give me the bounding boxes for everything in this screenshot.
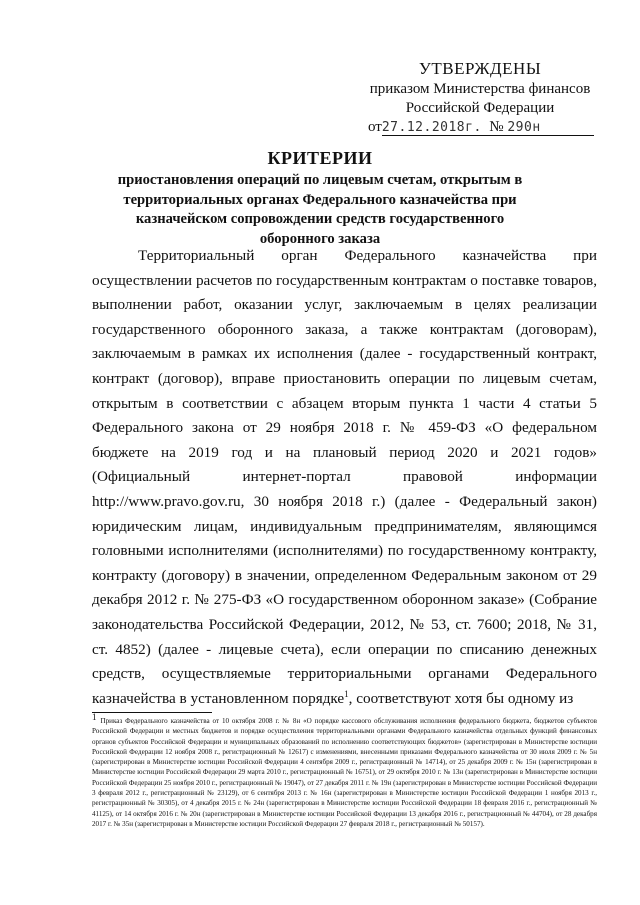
body-text-tail: , соответствуют хотя бы одному из bbox=[348, 689, 574, 707]
footnote-separator bbox=[92, 712, 212, 713]
footnote-text: Приказ Федерального казначейства от 10 октября 2008 г. № 8н «О порядке кассового обслуживания исполнения федерального бюджета, бюджетов субъектов Российской Федерации и местных бюджетов и порядке осуществления территориальными органами Федерального казначейства отдельных функций финансовых органов субъектов Российской Федерации и муниципальных образований по исполнению соответствующих бюджетов» (зарегистрирован в Министерстве юстиции Российской Федерации 12 ноября 2008 г., регистрационный № 12617) с изменениями, внесенными приказами Федерального казначейства от 30 июля 2009 г. № 5н (зарегистрирован в Министерстве юстиции Российской Федерации 4 сентября 2009 г., регистрационный № 14714), от 25 декабря 2009 г. № 15н (зарегистрирован в Министерстве юстиции Российской Федерации 29 марта 2010 г., регистрационный № 16751), от 29 октября 2010 г. № 13н (зарегистрирован в Министерстве юстиции Российской Федерации 25 ноября 2010 г., регистрационный № 19047), от 27 декабря 2011 г. № 19н (зарегистрирован в Министерстве юстиции Российской Федерации 3 февраля 2012 г., регистрационный № 23129), от 6 сентября 2013 г. № 16н (зарегистрирован в Министерстве юстиции Российской Федерации 1 ноября 2013 г., регистрационный № 30305), от 4 декабря 2015 г. № 24н (зарегистрирован в Министерстве юстиции Российской Федерации 18 февраля 2016 г., регистрационный № 41125), от 14 октября 2016 г. № 20н (зарегистрирован в Министерстве юстиции Российской Федерации 13 декабря 2016 г., регистрационный № 44704), от 28 декабря 2017 г. № 35н (зарегистрирован в Министерстве юстиции Российской Федерации 27 февраля 2018 г., регистрационный № 50157). bbox=[92, 717, 597, 828]
number-value: 290н bbox=[507, 120, 541, 135]
footnote-reference[interactable]: 1 bbox=[344, 688, 349, 699]
heading-title: КРИТЕРИИ bbox=[267, 148, 373, 168]
date-value: 27.12.2018г. bbox=[381, 120, 482, 135]
number-label: № bbox=[489, 119, 504, 135]
date-prefix: от bbox=[368, 119, 382, 135]
footnote bbox=[92, 711, 597, 829]
date-underline bbox=[382, 135, 594, 136]
footnote-mark: 1 bbox=[92, 711, 97, 722]
approval-order-line: приказом Министерства финансов bbox=[369, 81, 591, 97]
heading-subtitle: приостановления операций по лицевым счетам, открытым в территориальных органах Федерального казначейства при казначейском сопровождении средств государственного оборонного заказа bbox=[117, 172, 523, 247]
approval-block bbox=[360, 58, 600, 137]
body-paragraph bbox=[92, 244, 597, 711]
approval-date-line bbox=[360, 118, 600, 137]
document-heading bbox=[110, 147, 530, 249]
approval-title: УТВЕРЖДЕНЫ bbox=[418, 59, 542, 78]
approval-ministry-line: Российской Федерации bbox=[405, 100, 555, 116]
body-text-main: Территориальный орган Федерального казначейства при осуществлении расчетов по государственным контрактам о поставке товаров, выполнении работ, оказании услуг, заключаемым в целях реализации государственного оборонного заказа, а также контрактам (договорам), заключаемым в рамках их исполнения (далее - государственный контракт, контракт (договор), вправе приостановить операции по лицевым счетам, открытым в соответствии с абзацем вторым пункта 1 части 4 статьи 5 Федерального закона от 29 ноября 2018 г. № 459-ФЗ «О федеральном бюджете на 2019 год и на плановый период 2020 и 2021 годов» (Официальный интернет-портал правовой информации http://www.pravo.gov.ru, 30 ноября 2018 г.) (далее - Федеральный закон) юридическим лицам, индивидуальным предпринимателям, являющимся головными исполнителями (исполнителями) по государственному контракту, контракту (договору) в значении, определенном Федеральным законом от 29 декабря 2012 г. № 275-ФЗ «О государственном оборонном заказе» (Собрание законодательства Российской Федерации, 2012, № 53, ст. 7600; 2018, № 31, ст. 4852) (далее - лицевые счета), если операции по списанию денежных средств, осуществляемые территориальными органами Федерального казначейства в установленном порядке bbox=[92, 247, 597, 707]
